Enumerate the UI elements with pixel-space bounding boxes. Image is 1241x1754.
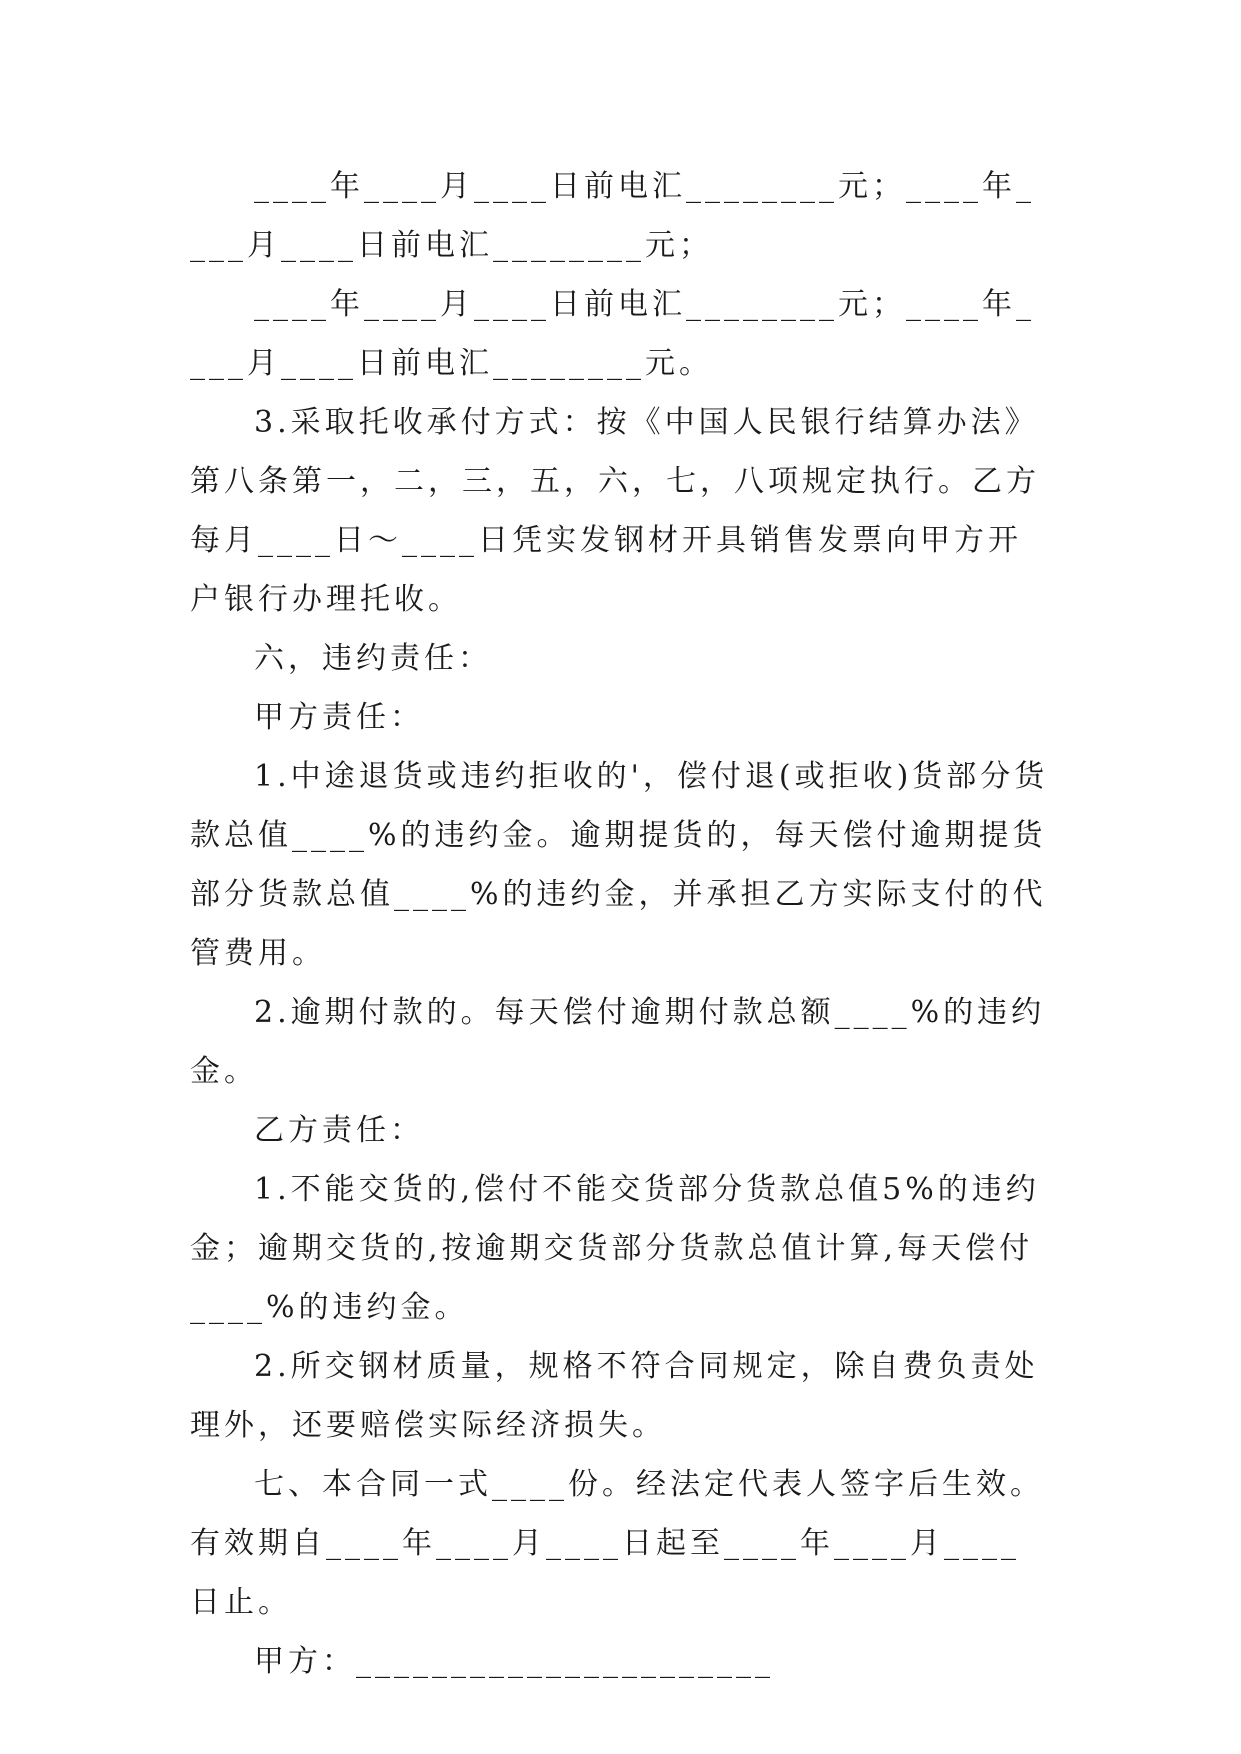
payment-schedule-line-1: ____年____月____日前电汇________元；____年____月____日前电汇________元；	[190, 169, 1035, 263]
party-a-signature-line: 甲方：______________________	[254, 1644, 774, 1679]
party-a-clause-2: 2.逾期付款的。每天偿付逾期付款总额____%的违约金。	[190, 995, 1046, 1089]
party-a-liability-heading: 甲方责任：	[254, 700, 424, 735]
party-b-clause-1: 1.不能交货的,偿付不能交货部分货款总值5%的违约金；逾期交货的,按逾期交货部分货款总值计算,每天偿付____%的违约金。	[190, 1172, 1040, 1325]
party-b-clause-2: 2.所交钢材质量，规格不符合同规定，除自费负责处理外，还要赔偿实际经济损失。	[190, 1349, 1039, 1443]
collection-method-clause: 3.采取托收承付方式：按《中国人民银行结算办法》第八条第一，二，三，五，六，七，八项规定执行。乙方每月____日～____日凭实发钢材开具销售发票向甲方开户银行办理托收。	[190, 405, 1040, 617]
payment-schedule-line-2: ____年____月____日前电汇________元；____年____月____日前电汇________元。	[190, 287, 1035, 381]
contract-body	[190, 157, 1050, 1691]
breach-liability-heading: 六，违约责任：	[254, 641, 492, 676]
party-a-clause-1: 1.中途退货或违约拒收的'，偿付退(或拒收)货部分货款总值____%的违约金。逾期提货的，每天偿付逾期提货部分货款总值____%的违约金，并承担乙方实际支付的代管费用。	[190, 759, 1049, 971]
contract-copies-clause: 七、本合同一式____份。经法定代表人签字后生效。有效期自____年____月____日起至____年____月____日止。	[190, 1467, 1044, 1620]
party-b-liability-heading: 乙方责任：	[254, 1113, 424, 1148]
